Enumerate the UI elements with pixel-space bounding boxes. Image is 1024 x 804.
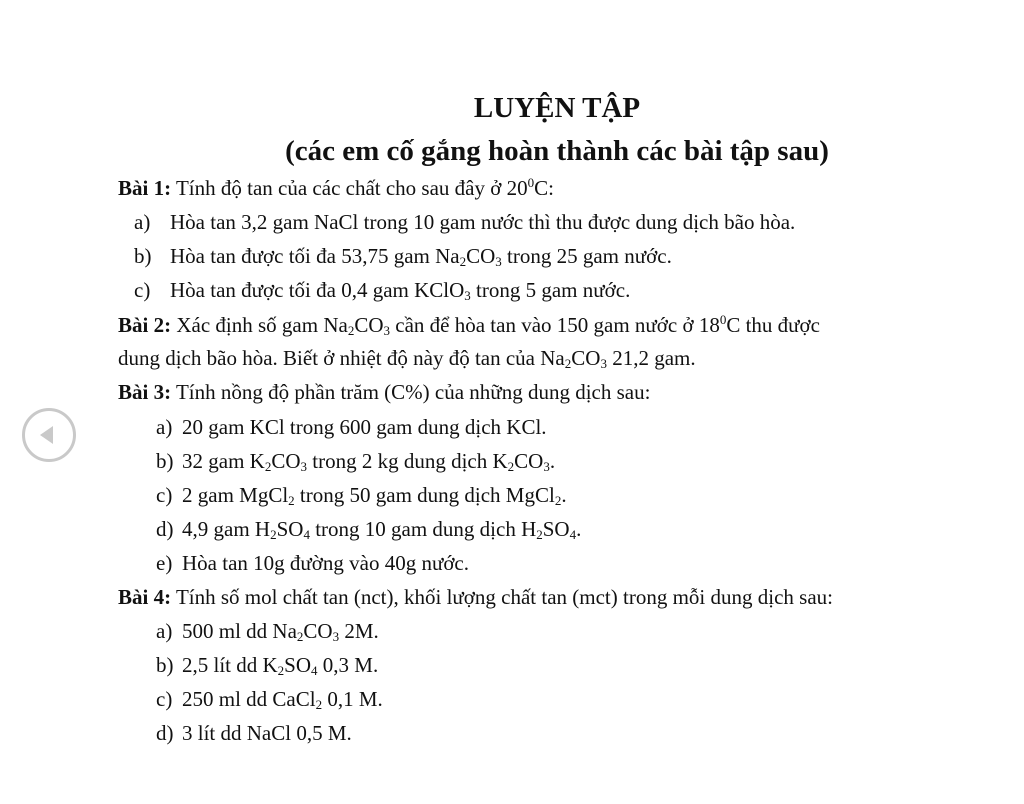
- bai4-heading: [118, 583, 833, 611]
- bai1-text-end: C:: [534, 176, 554, 200]
- item-text: 2M.: [339, 619, 379, 643]
- subscript: 2: [277, 663, 285, 678]
- bai1-degree: 0: [527, 175, 535, 190]
- item-label: b): [156, 449, 174, 473]
- item-text: Hòa tan được tối đa 53,75 gam Na: [170, 244, 460, 268]
- item-text: 20 gam KCl trong 600 gam dung dịch KCl.: [182, 415, 547, 439]
- bai4-item-d: [156, 719, 352, 747]
- subscript: 2: [264, 459, 272, 474]
- subscript: 3: [383, 323, 390, 338]
- subscript: 4: [311, 663, 318, 678]
- bai4-text: Tính số mol chất tan (nct), khối lượng chất tan (mct) trong mỗi dung dịch sau:: [171, 585, 833, 609]
- bai2-line-2: [118, 344, 696, 372]
- item-text: 3 lít dd NaCl 0,5 M.: [182, 721, 352, 745]
- bai2-text: CO: [571, 346, 601, 370]
- item-label: b): [134, 244, 152, 268]
- item-label: e): [156, 551, 173, 575]
- item-text: SO: [542, 517, 570, 541]
- item-text: SO: [284, 653, 312, 677]
- subscript: 2: [459, 254, 467, 269]
- bai4-label: Bài 4:: [118, 585, 172, 609]
- bai1-item-c: [134, 276, 630, 304]
- item-text: CO: [271, 449, 301, 473]
- item-text: trong 10 gam dung dịch H: [309, 517, 537, 541]
- item-label: a): [156, 415, 173, 439]
- item-label: d): [156, 517, 174, 541]
- previous-slide-button[interactable]: [22, 408, 76, 462]
- bai3-text: Tính nồng độ phần trăm (C%) của những dung dịch sau:: [171, 380, 651, 404]
- item-text: Hòa tan được tối đa 0,4 gam KClO: [170, 278, 465, 302]
- item-label: b): [156, 653, 174, 677]
- bai2-label: Bài 2:: [118, 313, 172, 337]
- bai3-item-a: [156, 413, 547, 441]
- subscript: 3: [332, 629, 340, 644]
- item-text: trong 25 gam nước.: [501, 244, 672, 268]
- page-title: LUYỆN TẬP: [473, 92, 641, 124]
- bai4-item-b: [156, 651, 378, 679]
- bai2-text: CO: [354, 313, 384, 337]
- bai2-text: Xác định số gam Na: [171, 313, 348, 337]
- subscript: 2: [554, 493, 562, 508]
- subscript: 3: [600, 356, 607, 371]
- item-text: 32 gam K: [182, 449, 265, 473]
- subscript: 2: [315, 697, 323, 712]
- page-subtitle: (các em cố gắng hoàn thành các bài tập sau): [285, 135, 829, 167]
- chevron-left-icon: [40, 426, 53, 444]
- bai2-degree: 0: [719, 312, 727, 327]
- bai4-item-c: [156, 685, 383, 713]
- bai1-text: Tính độ tan của các chất cho sau đây ở 20: [171, 176, 528, 200]
- item-text: CO: [466, 244, 496, 268]
- item-text: .: [576, 517, 582, 541]
- item-text: 0,3 M.: [317, 653, 379, 677]
- item-text: trong 2 kg dung dịch K: [307, 449, 508, 473]
- bai4-item-a: [156, 617, 379, 645]
- item-text: 500 ml dd Na: [182, 619, 297, 643]
- bai2-line-1: [118, 311, 820, 339]
- bai1-item-a: [134, 208, 795, 236]
- bai3-item-e: [156, 549, 469, 577]
- bai3-heading: [118, 378, 650, 406]
- subscript: 2: [270, 527, 277, 542]
- bai2-text: C thu được: [726, 313, 820, 337]
- bai2-text: cần để hòa tan vào 150 gam nước ở 18: [390, 313, 720, 337]
- bai3-label: Bài 3:: [118, 380, 172, 404]
- item-label: d): [156, 721, 174, 745]
- subscript: 2: [347, 323, 355, 338]
- item-text: Hòa tan 3,2 gam NaCl trong 10 gam nước thì thu được dung dịch bão hòa.: [170, 210, 796, 234]
- item-text: .: [549, 449, 556, 473]
- bai1-label: Bài 1:: [118, 176, 172, 200]
- subscript: 3: [543, 459, 550, 474]
- item-text: 2 gam MgCl: [182, 483, 289, 507]
- bai3-item-d: [156, 515, 581, 543]
- subscript: 3: [300, 459, 308, 474]
- subscript: 2: [536, 527, 543, 542]
- item-label: c): [156, 687, 173, 711]
- item-label: a): [156, 619, 173, 643]
- bai1-heading: [118, 174, 554, 202]
- item-text: trong 5 gam nước.: [470, 278, 631, 302]
- subscript: 2: [296, 629, 304, 644]
- item-text: .: [561, 483, 567, 507]
- item-label: c): [156, 483, 173, 507]
- subscript: 4: [303, 527, 310, 542]
- item-text: 2,5 lít dd K: [182, 653, 278, 677]
- item-text: trong 50 gam dung dịch MgCl: [294, 483, 555, 507]
- item-text: CO: [303, 619, 333, 643]
- item-label: a): [134, 210, 151, 234]
- item-text: Hòa tan 10g đường vào 40g nước.: [182, 551, 470, 575]
- subscript: 2: [288, 493, 295, 508]
- subscript: 2: [564, 356, 572, 371]
- item-text: 4,9 gam H: [182, 517, 271, 541]
- subscript: 4: [569, 527, 577, 542]
- item-text: 250 ml dd CaCl: [182, 687, 316, 711]
- bai3-item-b: [156, 447, 555, 475]
- subscript: 2: [507, 459, 515, 474]
- subscript: 3: [464, 288, 471, 303]
- bai2-text: 21,2 gam.: [606, 346, 696, 370]
- bai3-item-c: [156, 481, 567, 509]
- item-text: CO: [514, 449, 544, 473]
- bai2-text: dung dịch bão hòa. Biết ở nhiệt độ này độ tan của Na: [118, 346, 565, 370]
- subscript: 3: [495, 254, 502, 269]
- bai1-item-b: [134, 242, 672, 270]
- item-label: c): [134, 278, 151, 302]
- item-text: SO: [276, 517, 304, 541]
- item-text: 0,1 M.: [322, 687, 383, 711]
